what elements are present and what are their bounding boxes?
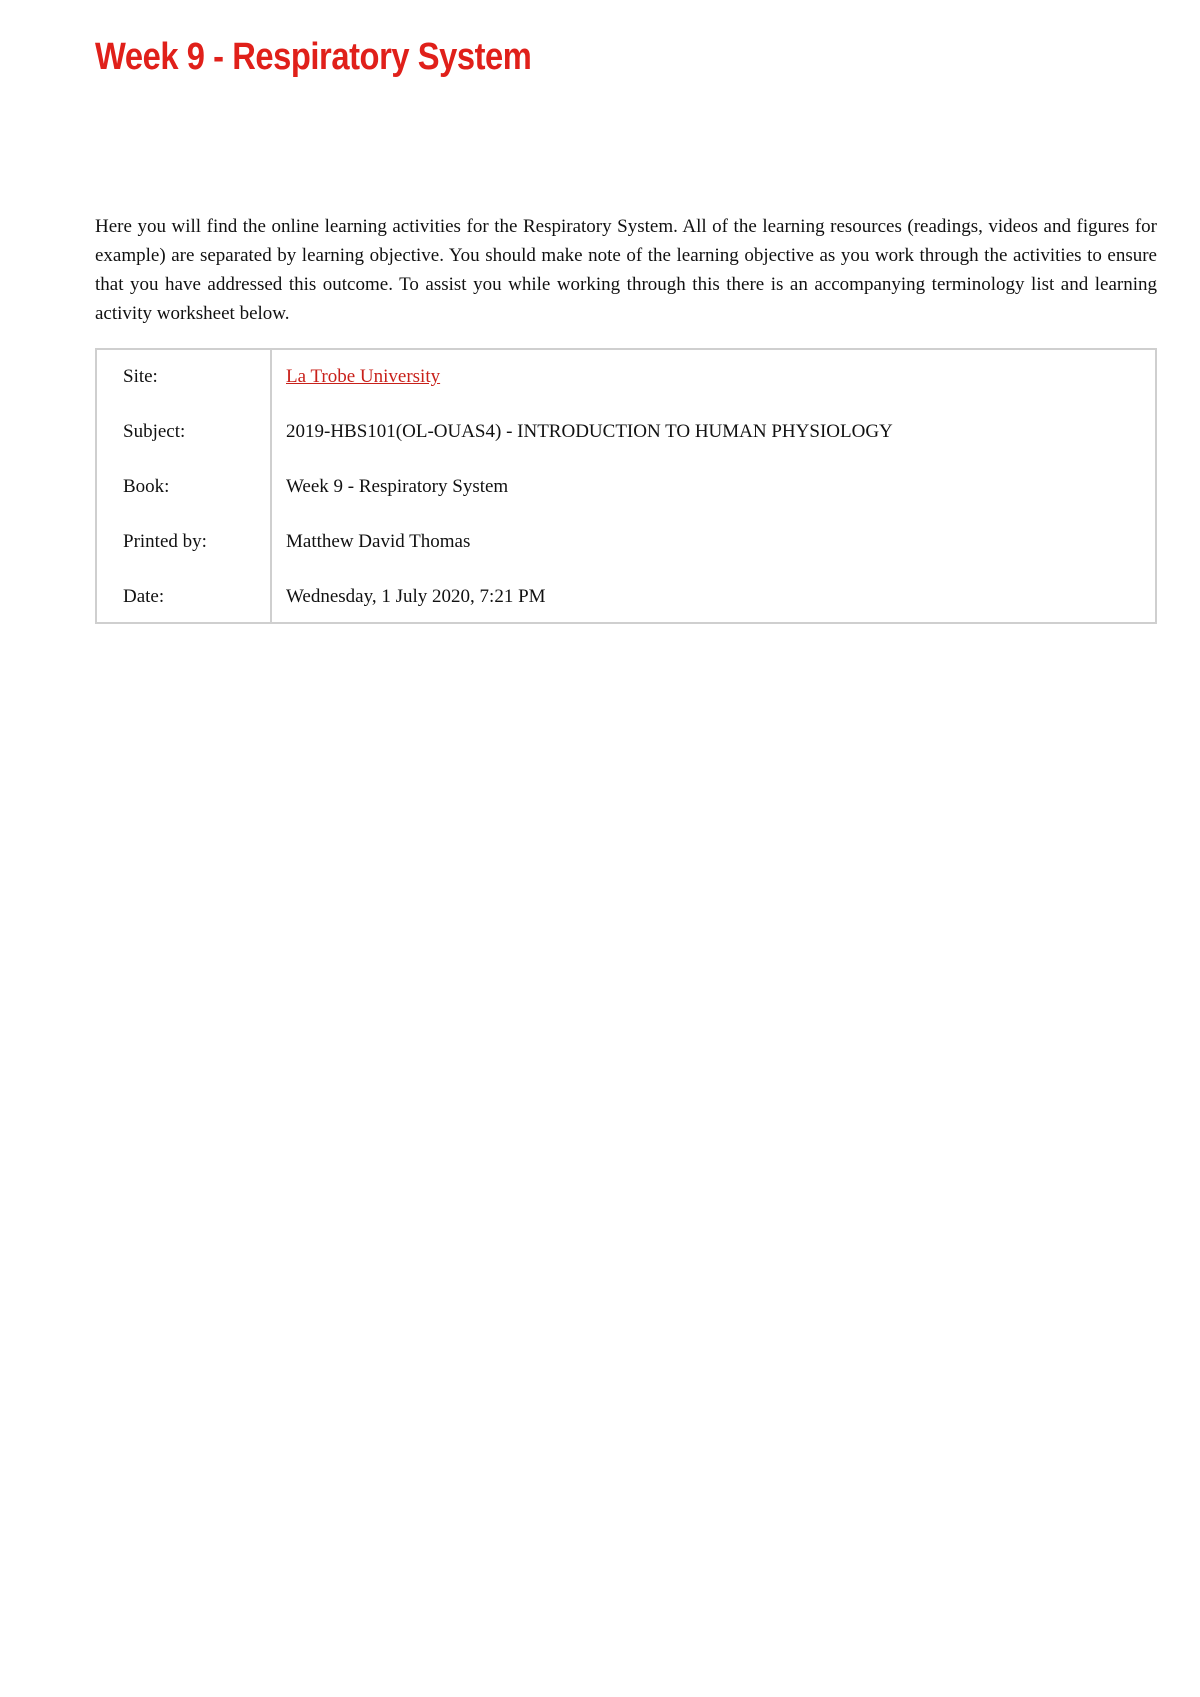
- date-label: Date:: [123, 586, 165, 607]
- print-info-table: [95, 348, 1157, 624]
- printed-by-label: Printed by:: [123, 531, 207, 552]
- info-row-printed-by: [97, 527, 1155, 557]
- book-label: Book:: [123, 476, 170, 497]
- printed-by-value: Matthew David Thomas: [286, 531, 471, 552]
- subject-label: Subject:: [123, 421, 186, 442]
- info-row-book: [97, 472, 1155, 502]
- info-row-site: [97, 362, 1155, 392]
- info-row-date: [97, 582, 1155, 612]
- site-label: Site:: [123, 366, 158, 387]
- book-value: Week 9 - Respiratory System: [286, 476, 509, 497]
- site-link[interactable]: La Trobe University: [286, 366, 441, 387]
- intro-paragraph: Here you will find the online learning activities for the Respiratory System. All of the learning resources (readings, videos and figures for example) are separated by learning objective. You should make note of the learning objective as you work through the activities to ensure that you have addressed this outcome. To assist you while working through this there is an accompanying terminology list and learning activity worksheet below.: [95, 216, 1157, 324]
- page-title: Week 9 - Respiratory System: [95, 36, 532, 78]
- info-row-subject: [97, 417, 1155, 447]
- subject-value: 2019-HBS101(OL-OUAS4) - INTRODUCTION TO HUMAN PHYSIOLOGY: [286, 421, 893, 442]
- date-value: Wednesday, 1 July 2020, 7:21 PM: [286, 586, 546, 607]
